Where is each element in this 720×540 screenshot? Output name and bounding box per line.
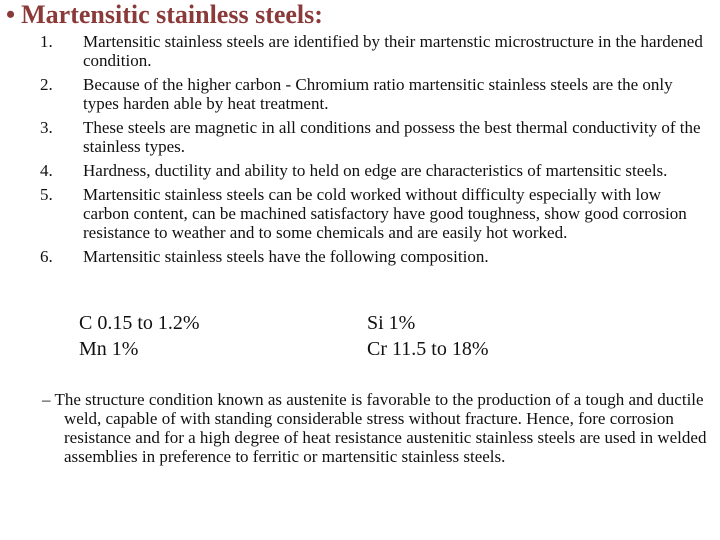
composition-table <box>79 310 579 362</box>
list-item <box>0 161 720 180</box>
item-text: Martensitic stainless steels have the following composition. <box>83 247 489 266</box>
item-text: Martensitic stainless steels can be cold worked without difficulty especially with low carbon content, can be machined satisfactory have good toughness, show good corrosion resistance to weather and to some chemicals and are easily hot worked. <box>83 185 687 242</box>
item-number: 5. <box>40 185 53 204</box>
composition-manganese: Mn 1% <box>79 338 139 360</box>
item-number: 1. <box>40 32 53 51</box>
slide-title <box>6 0 323 30</box>
item-text: These steels are magnetic in all conditions and possess the best thermal conductivity of the stainless types. <box>83 118 701 156</box>
list-item <box>0 185 720 242</box>
composition-row <box>79 310 579 336</box>
item-number: 3. <box>40 118 53 137</box>
list-item <box>0 32 720 70</box>
composition-chromium: Cr 11.5 to 18% <box>367 338 489 360</box>
composition-silicon: Si 1% <box>367 312 416 334</box>
numbered-list <box>0 32 720 271</box>
title-bullet: • <box>6 0 16 29</box>
list-item <box>0 118 720 156</box>
composition-row <box>79 336 579 362</box>
item-text: Martensitic stainless steels are identified by their martenstic microstructure in the hardened condition. <box>83 32 703 70</box>
item-number: 6. <box>40 247 53 266</box>
item-text: Because of the higher carbon - Chromium ratio martensitic stainless steels are the only types harden able by heat treatment. <box>83 75 673 113</box>
item-text: Hardness, ductility and ability to held on edge are characteristics of martensitic steels. <box>83 161 668 180</box>
austenite-paragraph: – The structure condition known as austenite is favorable to the production of a tough and ductile weld, capable of with standing considerable stress without fracture. Hence, fore corrosion resistance and for a high degree of heat resistance austenitic stainless steels are used in welded assemblies in preference to ferritic or martensitic stainless steels. <box>42 390 707 466</box>
item-number: 2. <box>40 75 53 94</box>
title-text: Martensitic stainless steels: <box>21 0 323 29</box>
list-item <box>0 247 720 266</box>
composition-carbon: C 0.15 to 1.2% <box>79 312 200 334</box>
item-number: 4. <box>40 161 53 180</box>
list-item <box>0 75 720 113</box>
